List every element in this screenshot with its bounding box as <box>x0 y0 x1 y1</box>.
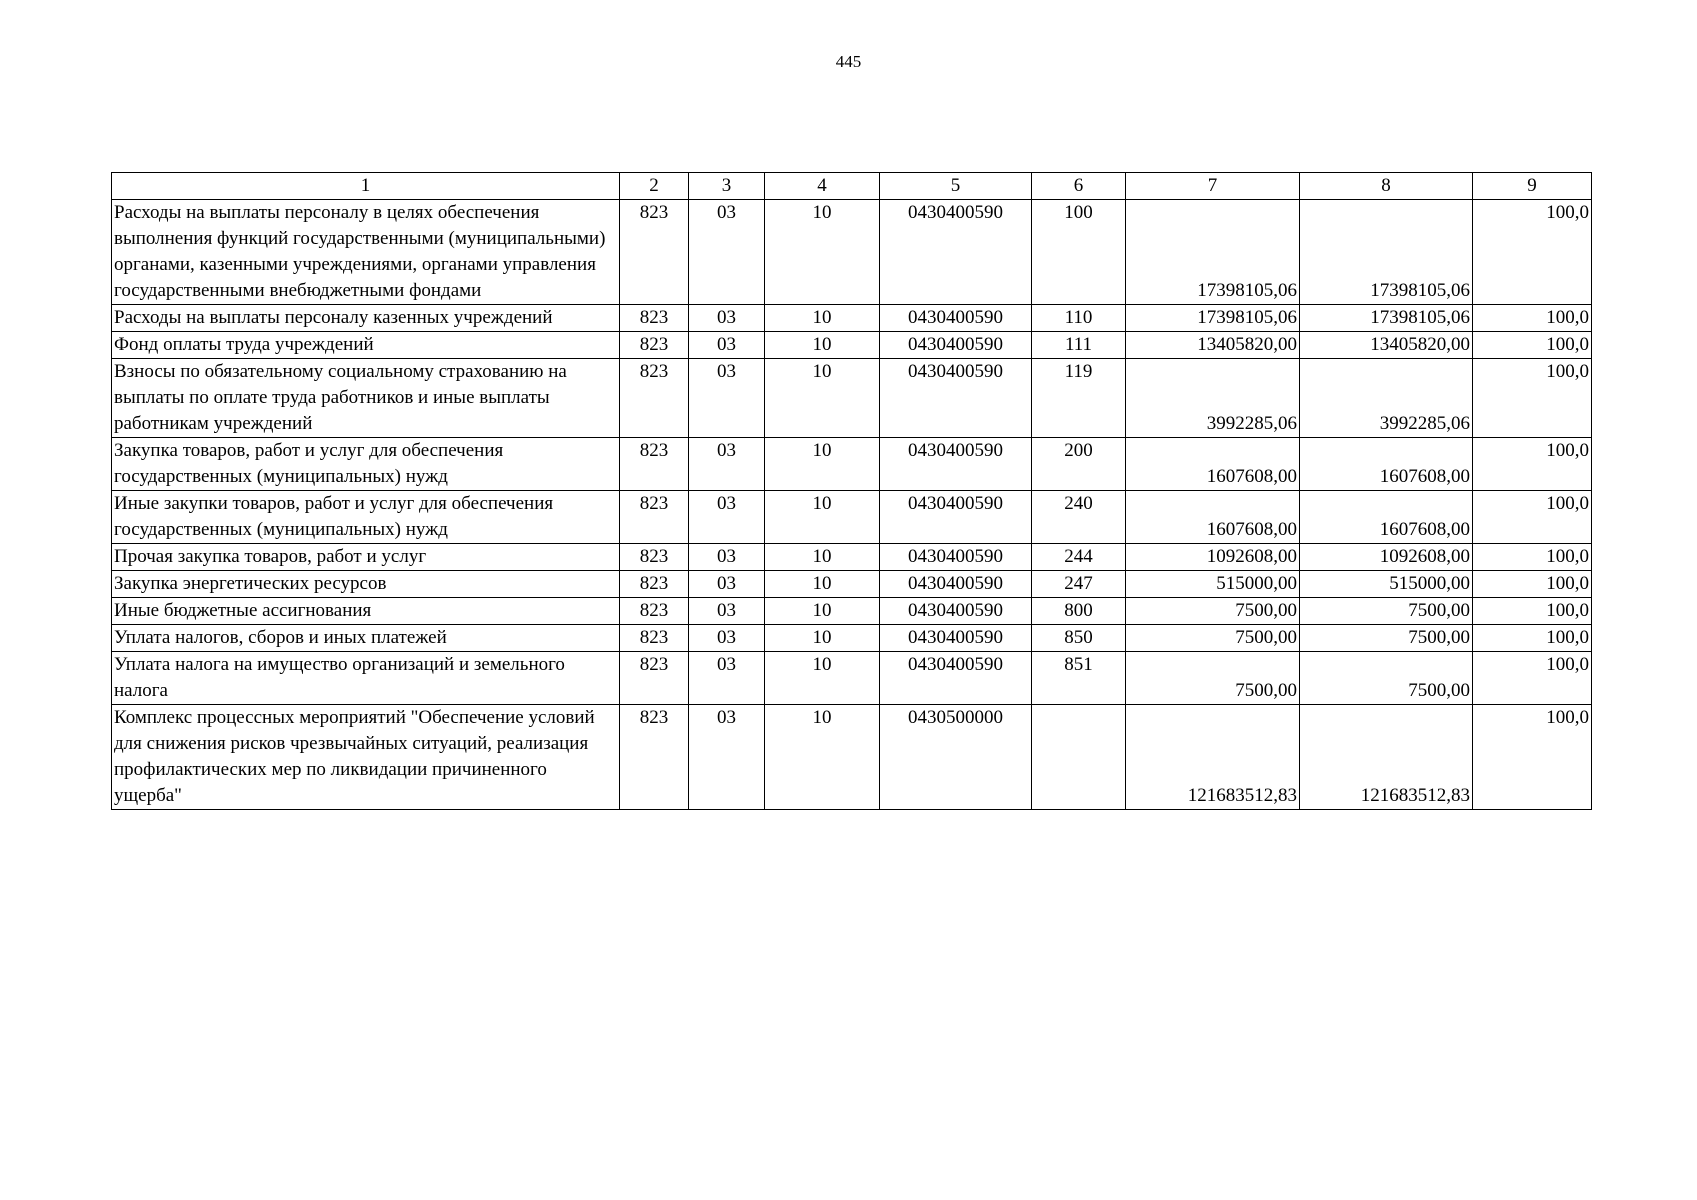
row-code-4-cell: 10 <box>765 491 880 544</box>
row-code-6-cell <box>1032 705 1126 810</box>
table-row <box>112 625 1592 652</box>
row-percent-cell: 100,0 <box>1473 544 1592 571</box>
row-code-4-cell: 10 <box>765 652 880 705</box>
row-sum-8-cell: 515000,00 <box>1300 571 1473 598</box>
row-code-2-cell: 823 <box>620 705 689 810</box>
row-name-cell: Расходы на выплаты персоналу в целях обеспечения выполнения функций государственными (муниципальными) органами, казенными учреждениями, органами управления государственными внебюджетными фондами <box>112 200 620 305</box>
row-code-5-cell: 0430400590 <box>880 652 1032 705</box>
row-sum-8-cell: 1607608,00 <box>1300 438 1473 491</box>
header-cell-2: 2 <box>620 173 689 200</box>
row-sum-8-cell: 121683512,83 <box>1300 705 1473 810</box>
row-code-4-cell: 10 <box>765 200 880 305</box>
table-row <box>112 705 1592 810</box>
table-row <box>112 359 1592 438</box>
row-name-cell: Расходы на выплаты персоналу казенных учреждений <box>112 305 620 332</box>
row-name-cell: Фонд оплаты труда учреждений <box>112 332 620 359</box>
row-sum-7-cell: 121683512,83 <box>1126 705 1300 810</box>
row-code-5-cell: 0430400590 <box>880 544 1032 571</box>
row-sum-7-cell: 17398105,06 <box>1126 305 1300 332</box>
row-code-3-cell: 03 <box>689 625 765 652</box>
row-code-3-cell: 03 <box>689 438 765 491</box>
table-row <box>112 200 1592 305</box>
row-sum-7-cell: 1607608,00 <box>1126 438 1300 491</box>
row-code-2-cell: 823 <box>620 200 689 305</box>
table-row <box>112 305 1592 332</box>
row-percent-cell: 100,0 <box>1473 598 1592 625</box>
table-row <box>112 491 1592 544</box>
header-cell-8: 8 <box>1300 173 1473 200</box>
row-percent-cell: 100,0 <box>1473 652 1592 705</box>
row-code-2-cell: 823 <box>620 305 689 332</box>
row-code-4-cell: 10 <box>765 705 880 810</box>
row-sum-8-cell: 7500,00 <box>1300 625 1473 652</box>
row-code-4-cell: 10 <box>765 625 880 652</box>
row-code-3-cell: 03 <box>689 491 765 544</box>
row-code-6-cell: 850 <box>1032 625 1126 652</box>
header-cell-6: 6 <box>1032 173 1126 200</box>
row-code-6-cell: 244 <box>1032 544 1126 571</box>
row-percent-cell: 100,0 <box>1473 332 1592 359</box>
table-row <box>112 438 1592 491</box>
row-code-3-cell: 03 <box>689 332 765 359</box>
row-percent-cell: 100,0 <box>1473 200 1592 305</box>
row-sum-7-cell: 7500,00 <box>1126 598 1300 625</box>
table-row <box>112 652 1592 705</box>
row-code-5-cell: 0430400590 <box>880 438 1032 491</box>
row-code-6-cell: 110 <box>1032 305 1126 332</box>
row-code-5-cell: 0430400590 <box>880 359 1032 438</box>
row-code-6-cell: 800 <box>1032 598 1126 625</box>
row-code-3-cell: 03 <box>689 652 765 705</box>
row-name-cell: Уплата налога на имущество организаций и земельного налога <box>112 652 620 705</box>
row-name-cell: Закупка энергетических ресурсов <box>112 571 620 598</box>
table-row <box>112 571 1592 598</box>
row-code-5-cell: 0430500000 <box>880 705 1032 810</box>
row-code-2-cell: 823 <box>620 598 689 625</box>
row-code-2-cell: 823 <box>620 438 689 491</box>
row-sum-7-cell: 13405820,00 <box>1126 332 1300 359</box>
row-name-cell: Взносы по обязательному социальному страхованию на выплаты по оплате труда работников и иные выплаты работникам учреждений <box>112 359 620 438</box>
row-code-3-cell: 03 <box>689 359 765 438</box>
row-sum-7-cell: 7500,00 <box>1126 625 1300 652</box>
header-cell-1: 1 <box>112 173 620 200</box>
row-sum-7-cell: 1607608,00 <box>1126 491 1300 544</box>
row-sum-7-cell: 7500,00 <box>1126 652 1300 705</box>
header-cell-5: 5 <box>880 173 1032 200</box>
row-code-3-cell: 03 <box>689 705 765 810</box>
row-sum-8-cell: 13405820,00 <box>1300 332 1473 359</box>
row-percent-cell: 100,0 <box>1473 625 1592 652</box>
row-code-4-cell: 10 <box>765 305 880 332</box>
table-row <box>112 598 1592 625</box>
row-code-6-cell: 111 <box>1032 332 1126 359</box>
row-code-2-cell: 823 <box>620 571 689 598</box>
row-percent-cell: 100,0 <box>1473 571 1592 598</box>
row-code-2-cell: 823 <box>620 359 689 438</box>
header-cell-9: 9 <box>1473 173 1592 200</box>
row-percent-cell: 100,0 <box>1473 491 1592 544</box>
row-sum-8-cell: 1092608,00 <box>1300 544 1473 571</box>
header-row <box>112 173 1592 200</box>
row-code-3-cell: 03 <box>689 200 765 305</box>
row-name-cell: Иные бюджетные ассигнования <box>112 598 620 625</box>
row-sum-8-cell: 17398105,06 <box>1300 305 1473 332</box>
row-code-5-cell: 0430400590 <box>880 200 1032 305</box>
row-name-cell: Прочая закупка товаров, работ и услуг <box>112 544 620 571</box>
row-code-3-cell: 03 <box>689 544 765 571</box>
row-code-6-cell: 247 <box>1032 571 1126 598</box>
row-code-6-cell: 119 <box>1032 359 1126 438</box>
row-code-4-cell: 10 <box>765 332 880 359</box>
row-code-2-cell: 823 <box>620 332 689 359</box>
header-cell-3: 3 <box>689 173 765 200</box>
row-code-3-cell: 03 <box>689 305 765 332</box>
row-percent-cell: 100,0 <box>1473 359 1592 438</box>
row-code-6-cell: 851 <box>1032 652 1126 705</box>
row-sum-8-cell: 1607608,00 <box>1300 491 1473 544</box>
row-code-4-cell: 10 <box>765 544 880 571</box>
row-sum-8-cell: 17398105,06 <box>1300 200 1473 305</box>
row-sum-7-cell: 17398105,06 <box>1126 200 1300 305</box>
row-code-2-cell: 823 <box>620 544 689 571</box>
row-code-2-cell: 823 <box>620 625 689 652</box>
page-number: 445 <box>835 52 862 71</box>
row-code-6-cell: 100 <box>1032 200 1126 305</box>
budget-table <box>111 172 1592 810</box>
table-row <box>112 544 1592 571</box>
row-sum-8-cell: 7500,00 <box>1300 598 1473 625</box>
row-name-cell: Закупка товаров, работ и услуг для обеспечения государственных (муниципальных) нужд <box>112 438 620 491</box>
row-code-6-cell: 240 <box>1032 491 1126 544</box>
row-code-5-cell: 0430400590 <box>880 598 1032 625</box>
row-name-cell: Иные закупки товаров, работ и услуг для обеспечения государственных (муниципальных) нужд <box>112 491 620 544</box>
header-cell-7: 7 <box>1126 173 1300 200</box>
row-code-4-cell: 10 <box>765 571 880 598</box>
row-code-5-cell: 0430400590 <box>880 571 1032 598</box>
row-code-5-cell: 0430400590 <box>880 332 1032 359</box>
row-sum-7-cell: 515000,00 <box>1126 571 1300 598</box>
row-sum-7-cell: 1092608,00 <box>1126 544 1300 571</box>
row-code-4-cell: 10 <box>765 359 880 438</box>
row-code-4-cell: 10 <box>765 598 880 625</box>
row-code-3-cell: 03 <box>689 571 765 598</box>
table-body <box>112 173 1592 810</box>
row-sum-8-cell: 3992285,06 <box>1300 359 1473 438</box>
header-cell-4: 4 <box>765 173 880 200</box>
row-percent-cell: 100,0 <box>1473 305 1592 332</box>
row-code-2-cell: 823 <box>620 652 689 705</box>
table-row <box>112 332 1592 359</box>
row-name-cell: Уплата налогов, сборов и иных платежей <box>112 625 620 652</box>
row-code-5-cell: 0430400590 <box>880 625 1032 652</box>
row-code-6-cell: 200 <box>1032 438 1126 491</box>
row-code-5-cell: 0430400590 <box>880 305 1032 332</box>
row-percent-cell: 100,0 <box>1473 705 1592 810</box>
row-code-3-cell: 03 <box>689 598 765 625</box>
row-sum-8-cell: 7500,00 <box>1300 652 1473 705</box>
row-code-5-cell: 0430400590 <box>880 491 1032 544</box>
row-sum-7-cell: 3992285,06 <box>1126 359 1300 438</box>
row-name-cell: Комплекс процессных мероприятий "Обеспечение условий для снижения рисков чрезвычайных ситуаций, реализация профилактических мер по ликвидации причиненного ущерба" <box>112 705 620 810</box>
row-percent-cell: 100,0 <box>1473 438 1592 491</box>
row-code-2-cell: 823 <box>620 491 689 544</box>
row-code-4-cell: 10 <box>765 438 880 491</box>
